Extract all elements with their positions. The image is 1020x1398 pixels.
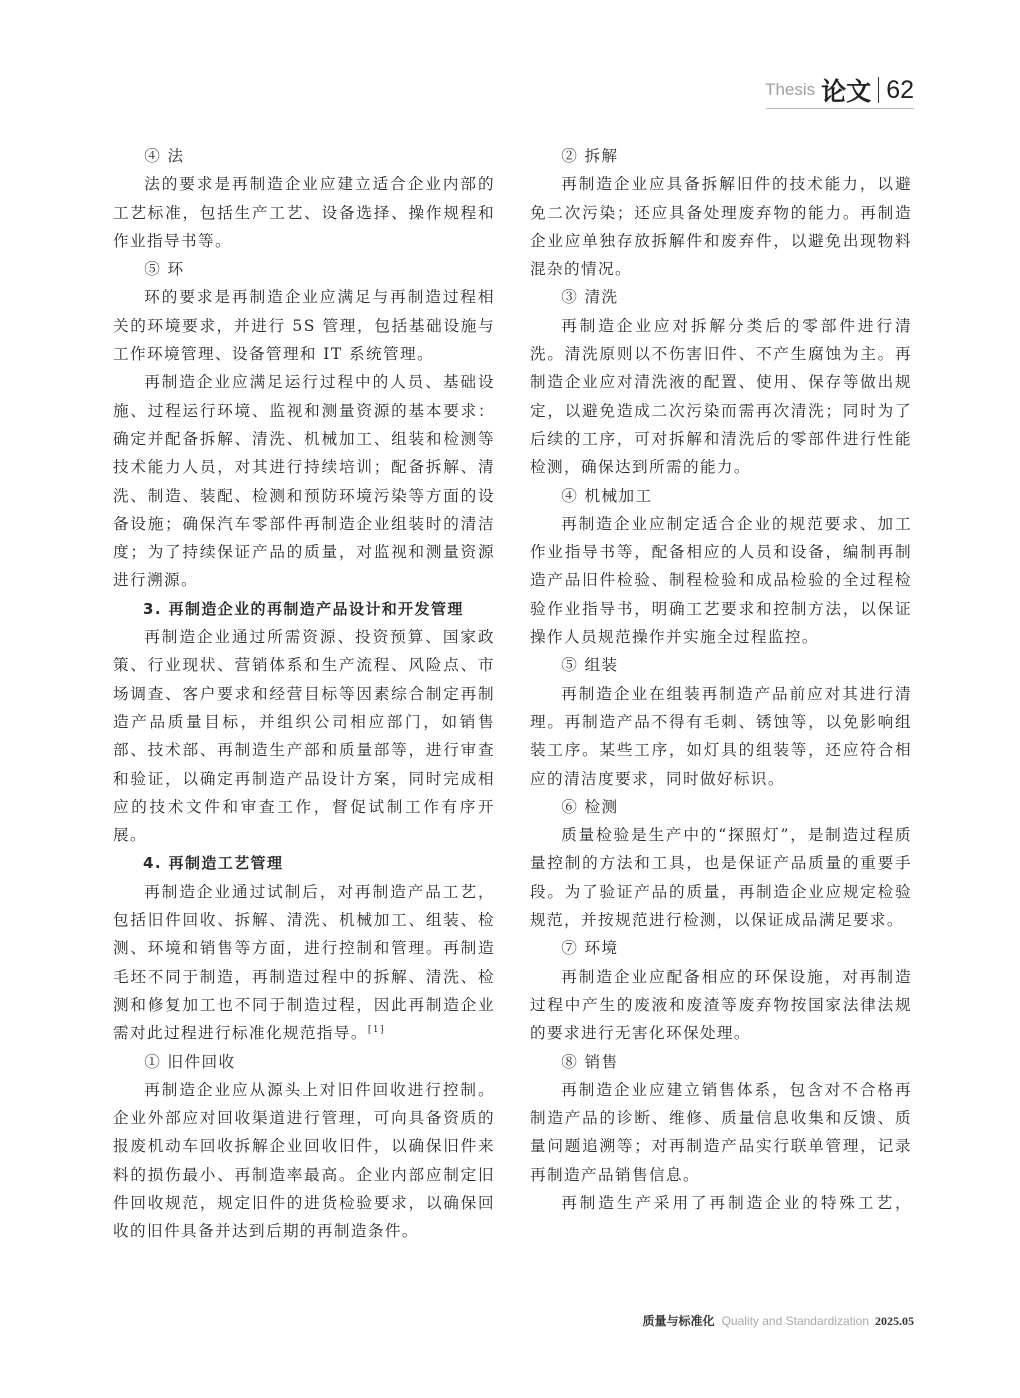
paragraph-cleaning: 再制造企业应对拆解分类后的零部件进行清洗。清洗原则以不伤害旧件、不产生腐蚀为主。再制造企业应对清洗液的配置、使用、保存等做出规定，以避免造成二次污染而需再次清洗；同时为了后续的工序，可对拆解和清洗后的零部件进行性能检测，确保达到所需的能力。 — [530, 316, 912, 477]
subheading-inspection: ⑥ 检测 — [561, 797, 619, 816]
journal-name-en: Quality and Standardization — [721, 1314, 869, 1328]
header-section-en: Thesis — [765, 80, 816, 99]
paragraph-section-4 — [113, 878, 495, 1048]
citation-ref: [1] — [367, 1025, 385, 1036]
paragraph-huan: 环的要求是再制造企业应满足与再制造过程相关的环境要求，并进行 5S 管理，包括基础设施与工作环境管理、设备管理和 IT 系统管理。 — [113, 288, 495, 364]
paragraph-environment: 再制造企业应配备相应的环保设施，对再制造过程中产生的废液和废渣等废弃物按国家法律法规的要求进行无害化环保处理。 — [530, 967, 912, 1043]
header-section-cn: 论文 — [821, 77, 872, 106]
page-number: 62 — [886, 75, 914, 104]
page-header — [765, 72, 914, 108]
subheading-disassembly: ② 拆解 — [561, 147, 619, 165]
paragraph-fa: 法的要求是再制造企业应建立适合企业内部的工艺标准，包括生产工艺、设备选择、操作规程和作业指导书等。 — [113, 175, 495, 250]
paragraph-machining: 再制造企业应制定适合企业的规范要求、加工作业指导书等，配备相应的人员和设备，编制再制造产品旧件检验、制程检验和成品检验的全过程检验作业指导书，明确工艺要求和控制方法，以保证操作人员规范操作并实施全过程监控。 — [530, 514, 912, 647]
subheading-machining: ④ 机械加工 — [561, 486, 653, 505]
paragraph-inspection: 质量检验是生产中的“探照灯”，是制造过程质量控制的方法和工具，也是保证产品质量的重要手段。为了验证产品的质量，再制造企业应规定检验规范，并按规范进行检测，以保证成品满足要求。 — [530, 826, 912, 930]
header-rule — [766, 108, 914, 109]
subheading-huan: ⑤ 环 — [144, 260, 185, 279]
paragraph-disassembly: 再制造企业应具备拆解旧件的技术能力，以避免二次污染；还应具备处理废弃物的能力。再制造企业应单独存放拆解件和废弃件，以避免出现物料混杂的情况。 — [530, 175, 912, 279]
subheading-assembly: ⑤ 组装 — [561, 656, 619, 675]
page-footer — [643, 1312, 914, 1329]
issue-date: 2025.05 — [875, 1314, 914, 1328]
paragraph-section-4-text: 再制造企业通过试制后，对再制造产品工艺，包括旧件回收、拆解、清洗、机械加工、组装、检测、环境和销售等方面，进行控制和管理。再制造毛坯不同于制造，再制造过程中的拆解、清洗、检测和修复加工也不同于制造过程，因此再制造企业需对此过程进行标准化规范指导。 — [113, 882, 495, 1043]
left-column — [113, 142, 495, 1246]
subheading-sales: ⑧ 销售 — [561, 1052, 619, 1071]
subheading-fa: ④ 法 — [144, 147, 185, 165]
paragraph-final: 再制造生产采用了再制造企业的特殊工艺， — [561, 1193, 912, 1212]
paragraph-sales: 再制造企业应建立销售体系，包含对不合格再制造产品的诊断、维修、质量信息收集和反馈、质量问题追溯等；对再制造产品实行联单管理，记录再制造产品销售信息。 — [530, 1080, 912, 1184]
subheading-cleaning: ③ 清洗 — [561, 288, 619, 307]
paragraph-recycle: 再制造企业应从源头上对旧件回收进行控制。企业外部应对回收渠道进行管理，可向具备资质的报废机动车回收拆解企业回收旧件，以确保旧件来料的损伤最小、再制造率最高。企业内部应制定旧件回收规范，规定旧件的进货检验要求，以确保回收的旧件具备并达到后期的再制造条件。 — [113, 1080, 495, 1241]
subheading-recycle: ① 旧件回收 — [144, 1052, 236, 1071]
subheading-environment: ⑦ 环境 — [561, 939, 619, 958]
journal-name-cn: 质量与标准化 — [642, 1314, 715, 1328]
paragraph-assembly: 再制造企业在组装再制造产品前应对其进行清理。再制造产品不得有毛刺、锈蚀等，以免影响组装工序。某些工序，如灯具的组装等，还应符合相应的清洁度要求，同时做好标识。 — [530, 684, 912, 788]
paragraph-resources: 再制造企业应满足运行过程中的人员、基础设施、过程运行环境、监视和测量资源的基本要求：确定并配备拆解、清洗、机械加工、组装和检测等技术能力人员，对其进行持续培训；配备拆解、清洗、制造、装配、检测和预防环境污染等方面的设备设施；确保汽车零部件再制造企业组装时的清洁度；为了持续保证产品的质量，对监视和测量资源进行溯源。 — [113, 373, 495, 590]
section-4-heading: 4. 再制造工艺管理 — [143, 854, 284, 873]
section-3-heading: 3. 再制造企业的再制造产品设计和开发管理 — [143, 599, 464, 618]
paragraph-section-3: 再制造企业通过所需资源、投资预算、国家政策、行业现状、营销体系和生产流程、风险点、市场调查、客户要求和经营目标等因素综合制定再制造产品质量目标，并组织公司相应部门，如销售部、技术部、再制造生产部和质量部等，进行审查和验证，以确定再制造产品设计方案，同时完成相应的技术文件和审查工作，督促试制工作有序开展。 — [113, 628, 495, 845]
right-column — [530, 142, 912, 1217]
header-divider — [878, 77, 879, 103]
